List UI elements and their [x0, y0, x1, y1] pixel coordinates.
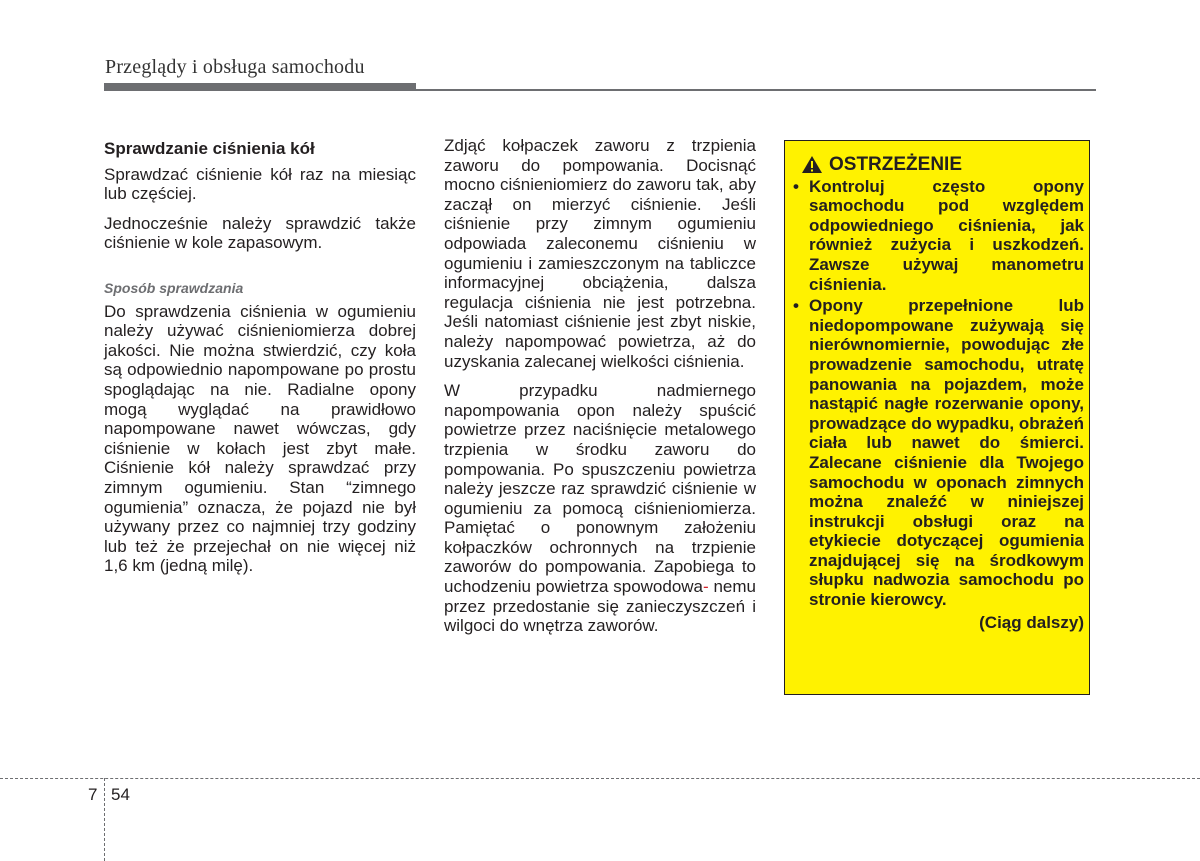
page-header-title: Przeglądy i obsługa samochodu [105, 56, 365, 78]
bullet: • [793, 296, 799, 316]
section-heading: Sprawdzanie ciśnienia kół [104, 139, 315, 158]
page-number: 54 [111, 785, 130, 804]
footer-vertical-divider [104, 778, 105, 861]
warning-box [784, 140, 1090, 695]
hyphen-mark: - [703, 577, 709, 597]
warning-item [793, 177, 1084, 295]
left-column [104, 139, 416, 576]
paragraph-overinflation-end: nemu przez przedostanie się zanieczyszczeń i wilgoci do wnętrza zaworów. [444, 577, 756, 636]
paragraph-overinflation-text: W przypadku nadmiernego napompowania opon należy spuścić powietrze przez naciśnięcie metalowego trzpienia w środku zaworu do pompowania. Po spuszczeniu powietrza należy jeszcze raz sprawdzić ciśnienie w ogumieniu za pomocą ciśnieniomierza. Pamiętać o ponownym założeniu kołpaczków ochronnych na trzpienie zaworów do pompowania. Zapobiega to uchodzeniu powietrza spowodowa [444, 381, 756, 597]
warning-item-text: Opony przepełnione lub niedopompowane zużywają się nierównomiernie, powodując złe prowadzenie samochodu, utratę panowania na pojazdem, może nastąpić nagłe rozerwanie opony, prowadzące do wypadku, obrażeń ciała lub nawet do śmierci. Zalecane ciśnienie dla Twojego samochodu w oponach zimnych można znaleźć w niniejszej instrukcji obsługi oraz na etykiecie dotyczącej ogumienia znajdującej się na środkowym słupku nadwozia samochodu po stronie kierowcy. [809, 296, 1084, 610]
warning-title [801, 155, 1084, 175]
header-rule-thick [104, 83, 416, 91]
paragraph-frequency: Sprawdzać ciśnienie kół raz na miesiąc lub częściej. [104, 164, 416, 204]
warning-item [793, 296, 1084, 610]
paragraph-overinflation [444, 381, 756, 636]
paragraph-method: Do sprawdzenia ciśnienia w ogumieniu należy używać ciśnieniomierza dobrej jakości. Nie można stwierdzić, czy koła są odpowiednio napompowane po prostu spoglądając na nie. Radialne opony mogą wyglądać na prawidłowo napompowane nawet wówczas, gdy ciśnienie w kołach jest zbyt małe. Ciśnienie kół należy sprawdzać przy zimnym ogumieniu. Stan “zimnego ogumienia” oznacza, że pojazd nie był używany przez co najmniej trzy godziny lub też że przejechał on nie więcej niż 1,6 km (jedną milę). [104, 301, 416, 576]
sub-heading: Sposób sprawdzania [104, 279, 244, 296]
warning-triangle-icon [801, 155, 823, 174]
paragraph-spare-wheel: Jednocześnie należy sprawdzić także ciśnienie w kole zapasowym. [104, 213, 416, 253]
middle-column [444, 136, 756, 636]
warning-item-text: Kontroluj często opony samochodu pod względem odpowiedniego ciśnienia, jak również zużycia i uszkodzeń. Zawsze używaj manometru ciśnienia. [809, 176, 1084, 294]
chapter-number: 7 [88, 785, 98, 804]
continued-label: (Ciąg dalszy) [979, 612, 1084, 632]
bullet: • [793, 176, 799, 196]
warning-title-text: OSTRZEŻENIE [829, 154, 963, 175]
footer-divider [0, 778, 1200, 779]
header-rule-thin [416, 89, 1096, 91]
paragraph-measure: Zdjąć kołpaczek zaworu z trzpienia zaworu do pompowania. Docisnąć mocno ciśnieniomierz do zaworu tak, aby zaczął on mierzyć ciśnienie. Jeśli ciśnienie przy zimnym ogumieniu odpowiada zaleconemu ciśnieniu w ogumieniu i zamieszczonym na tabliczce informacyjnej obciążenia, dalsza regulacja ciśnienia nie jest potrzebna. Jeśli natomiast ciśnienie jest zbyt niskie, należy napompować powietrza, aż do uzyskania zalecanej wielkości ciśnienia. [444, 136, 756, 371]
